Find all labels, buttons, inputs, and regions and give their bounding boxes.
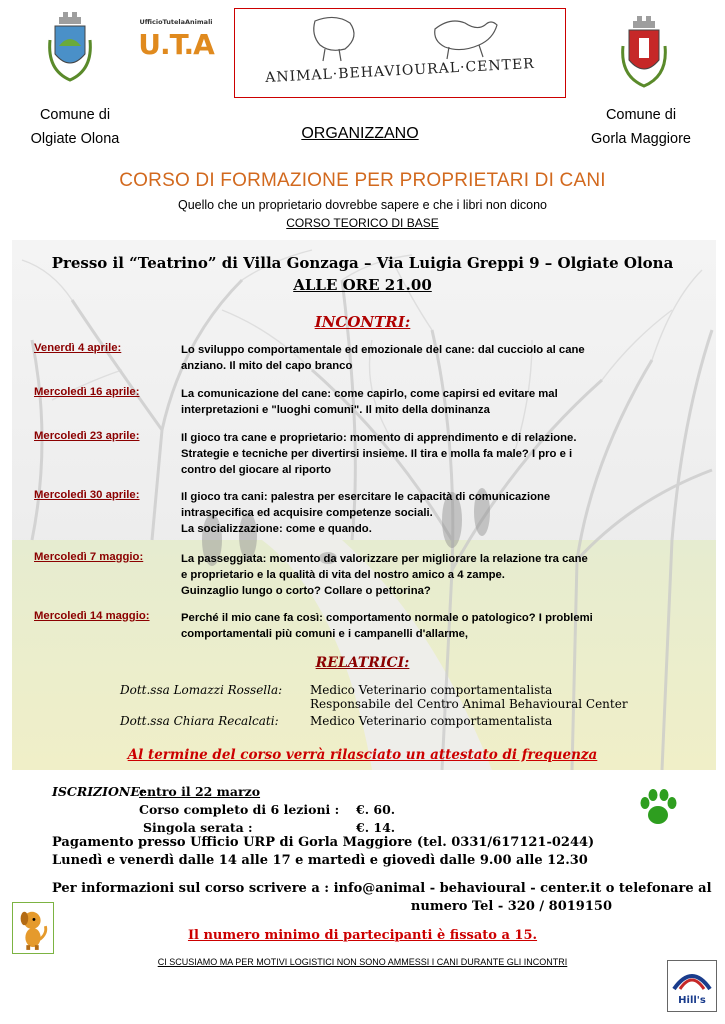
meeting-line: Perché il mio cane fa così: comportamento normale o patologico? I problemi: [181, 612, 593, 624]
uta-logo-letters: U.T.A: [138, 28, 214, 61]
meeting-description: [181, 489, 691, 537]
meeting-line: e proprietario e la qualità di vita del nostro amico a 4 zampe.: [181, 569, 505, 581]
speaker-roles: [310, 683, 710, 711]
minimum-participants: Il numero minimo di partecipanti è fissato a 15.: [187, 928, 538, 943]
full-course-label: Corso completo di 6 lezioni :: [139, 802, 340, 817]
meeting-line: anziano. Il mito del capo branco: [181, 360, 353, 372]
meeting-date: Venerdì 4 aprile:: [34, 342, 122, 354]
meeting-line: La passeggiata: momento da valorizzare per migliorare la relazione tra cane: [181, 553, 588, 565]
registration-label: ISCRIZIONE:: [52, 784, 145, 799]
meeting-date: Mercoledì 16 aprile:: [34, 386, 140, 398]
office-hours: Lunedì e venerdì dalle 14 alle 17 e martedì e giovedì dalle 9.00 alle 12.30: [52, 853, 588, 868]
meeting-line: contro del giocare al riporto: [181, 464, 332, 476]
meeting-line: intraspecifica ed acquisire competenze sociali.: [181, 507, 433, 519]
course-title: CORSO DI FORMAZIONE PER PROPRIETARI DI CANI: [119, 170, 606, 191]
speaker-roles: [310, 714, 710, 728]
hills-logo: [667, 960, 717, 1012]
speaker-name: Dott.ssa Lomazzi Rossella:: [120, 683, 283, 697]
no-dogs-notice: CI SCUSIAMO MA PER MOTIVI LOGISTICI NON SONO AMMESSI I CANI DURANTE GLI INCONTRI: [157, 957, 568, 967]
meeting-line: La socializzazione: come e quando.: [181, 523, 372, 535]
organizzano-label: ORGANIZZANO: [301, 125, 419, 142]
course-type: CORSO TEORICO DI BASE: [286, 216, 439, 230]
gorla-maggiore-crest-icon: [615, 14, 673, 96]
payment-info: Pagamento presso Ufficio URP di Gorla Maggiore (tel. 0331/617121-0244): [52, 835, 595, 850]
animal-behavioural-center-logo: [234, 8, 566, 98]
comune-left-line2: Olgiate Olona: [30, 131, 120, 147]
hills-mark-icon: [668, 961, 716, 995]
comune-right-line2: Gorla Maggiore: [591, 131, 691, 147]
contact-info-line1: Per informazioni sul corso scrivere a : info@animal - behavioural - center.it o telefonare al: [52, 881, 712, 896]
full-course-price: €. 60.: [356, 802, 396, 817]
relatrici-heading: RELATRICI:: [315, 655, 410, 671]
abc-logo-text: ANIMAL·BEHAVIOURAL·CENTER: [264, 55, 536, 87]
comune-right-line1: Comune di: [605, 107, 677, 123]
incontri-heading: INCONTRI:: [314, 313, 411, 331]
venue: Presso il “Teatrino” di Villa Gonzaga – Via Luigia Greppi 9 – Olgiate Olona: [51, 254, 674, 272]
uta-logo: [136, 18, 216, 76]
speaker-role: Medico Veterinario comportamentalista: [310, 683, 553, 697]
cartoon-dog-icon: [12, 902, 54, 954]
speaker-name: Dott.ssa Chiara Recalcati:: [120, 714, 279, 728]
meeting-description: [181, 430, 691, 478]
meeting-description: [181, 342, 691, 374]
meeting-line: comportamentali più comuni e i campanelli d'allarme,: [181, 628, 469, 640]
meeting-date: Mercoledì 23 aprile:: [34, 430, 140, 442]
meeting-date: Mercoledì 14 maggio:: [34, 610, 150, 622]
course-subtitle: Quello che un proprietario dovrebbe sapere e che i libri non dicono: [178, 198, 547, 212]
meeting-description: [181, 551, 691, 599]
comune-left-line1: Comune di: [39, 107, 111, 123]
comune-gorla: [576, 103, 706, 151]
meeting-line: Guinzaglio lungo o corto? Collare o pettorina?: [181, 585, 431, 597]
speaker-role: Medico Veterinario comportamentalista: [310, 714, 553, 728]
meeting-line: Il gioco tra cani: palestra per esercitare le capacità di comunicazione: [181, 491, 551, 503]
certificate-notice: Al termine del corso verrà rilasciato un attestato di frequenza: [127, 747, 598, 763]
paw-print-icon: [636, 788, 680, 828]
single-evening-label: Singola serata :: [143, 820, 253, 835]
speaker-role: Responsabile del Centro Animal Behavioural Center: [310, 697, 628, 711]
contact-info-line2: numero Tel - 320 / 8019150: [410, 899, 612, 914]
comune-olgiate: [15, 103, 135, 151]
meeting-description: [181, 610, 691, 642]
meeting-date: Mercoledì 30 aprile:: [34, 489, 140, 501]
meeting-date: Mercoledì 7 maggio:: [34, 551, 144, 563]
start-time: ALLE ORE 21.00: [293, 276, 432, 294]
meeting-description: [181, 386, 691, 418]
meeting-line: interpretazioni e "luoghi comuni". Il mito della dominanza: [181, 404, 490, 416]
meeting-line: La comunicazione del cane: come capirlo, come capirsi ed evitare mal: [181, 388, 558, 400]
olgiate-olona-crest-icon: [45, 10, 95, 90]
registration-deadline: entro il 22 marzo: [139, 784, 261, 799]
meeting-line: Strategie e tecniche per divertirsi insieme. Il tira e molla fa male? I pro e i: [181, 448, 573, 460]
meeting-line: Lo sviluppo comportamentale ed emozionale del cane: dal cucciolo al cane: [181, 344, 585, 356]
single-evening-price: €. 14.: [356, 820, 396, 835]
uta-logo-label: UfficioTutelaAnimali: [139, 18, 213, 26]
meeting-line: Il gioco tra cane e proprietario: momento di apprendimento e di relazione.: [181, 432, 577, 444]
hills-label: Hill's: [678, 995, 706, 1006]
